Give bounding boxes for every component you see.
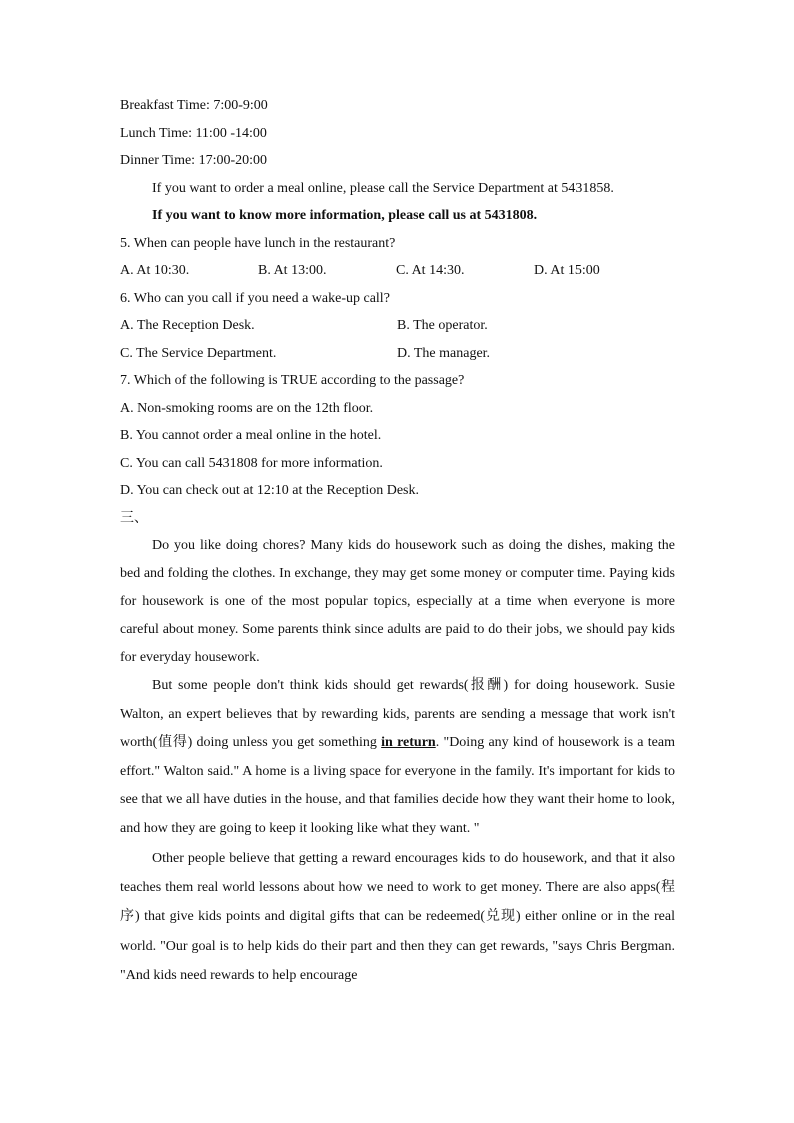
order-online-note: If you want to order a meal online, please call the Service Department at 5431858.	[152, 180, 614, 196]
paragraph-1-text: Do you like doing chores? Many kids do housework such as doing the dishes, making the bed and folding the clothes. In exchange, they may get some money or computer time. Paying kids for housework is one of the most popular topics, especially at a time when everyone is more careful about money. Some parents think since adults are paid to do their jobs, we should pay kids for everyday housework.	[120, 538, 675, 665]
question-7-stem: 7. Which of the following is TRUE according to the passage?	[120, 373, 465, 388]
question-6-options-row-1	[120, 312, 675, 340]
option-a: A. The Reception Desk.	[120, 318, 255, 333]
paragraph-2-text-before: But some people don't think kids should get rewards(报酬) for doing housework. Susie Walton, an expert believes that by rewarding kids, parents are sending a message that work isn't worth(值得) doing unless you get something	[120, 678, 675, 751]
passage-paragraph-1	[120, 532, 675, 672]
option-b: B. You cannot order a meal online in the hotel.	[120, 428, 382, 443]
option-c: C. At 14:30.	[396, 263, 465, 278]
question-6-options-row-2	[120, 340, 675, 368]
passage-paragraph-3	[120, 844, 675, 991]
breakfast-time: Breakfast Time: 7:00-9:00	[120, 98, 268, 113]
dinner-time: Dinner Time: 17:00-20:00	[120, 153, 268, 168]
paragraph-2-text-after: . "Doing any kind of housework is a team effort." Walton said." A home is a living space for everyone in the family. It's important for kids to see that we all have duties in the house, and that families decide how they want their home to look, and how they are going to keep it looking like what they want. "	[120, 735, 675, 836]
option-a: A. At 10:30.	[120, 263, 190, 278]
passage-paragraph-2	[120, 672, 675, 844]
question-6-stem: 6. Who can you call if you need a wake-up call?	[120, 290, 390, 306]
document-page	[120, 92, 675, 991]
section-heading: 三、	[120, 509, 148, 526]
underlined-phrase: in return	[381, 735, 436, 751]
question-5-stem: 5. When can people have lunch in the restaurant?	[120, 235, 396, 251]
lunch-time: Lunch Time: 11:00 -14:00	[120, 125, 267, 141]
paragraph-3-text: Other people believe that getting a reward encourages kids to do housework, and that it also teaches them real world lessons about how we need to work to get money. There are also apps(程序) that give kids points and digital gifts that can be redeemed(兑现) either online or in the real world. "Our goal is to help kids do their part and then they can get rewards, "says Chris Bergman. "And kids need rewards to help encourage	[120, 850, 675, 984]
question-5-options	[120, 257, 675, 285]
option-b: B. At 13:00.	[258, 263, 327, 278]
option-d: D. You can check out at 12:10 at the Reception Desk.	[120, 483, 419, 498]
more-info-note: If you want to know more information, please call us at 5431808.	[152, 208, 538, 223]
option-b: B. The operator.	[397, 318, 488, 333]
option-c: C. The Service Department.	[120, 345, 277, 361]
option-d: D. At 15:00	[534, 263, 600, 278]
option-c: C. You can call 5431808 for more information.	[120, 455, 383, 471]
option-a: A. Non-smoking rooms are on the 12th floor.	[120, 400, 374, 416]
option-d: D. The manager.	[397, 345, 491, 361]
